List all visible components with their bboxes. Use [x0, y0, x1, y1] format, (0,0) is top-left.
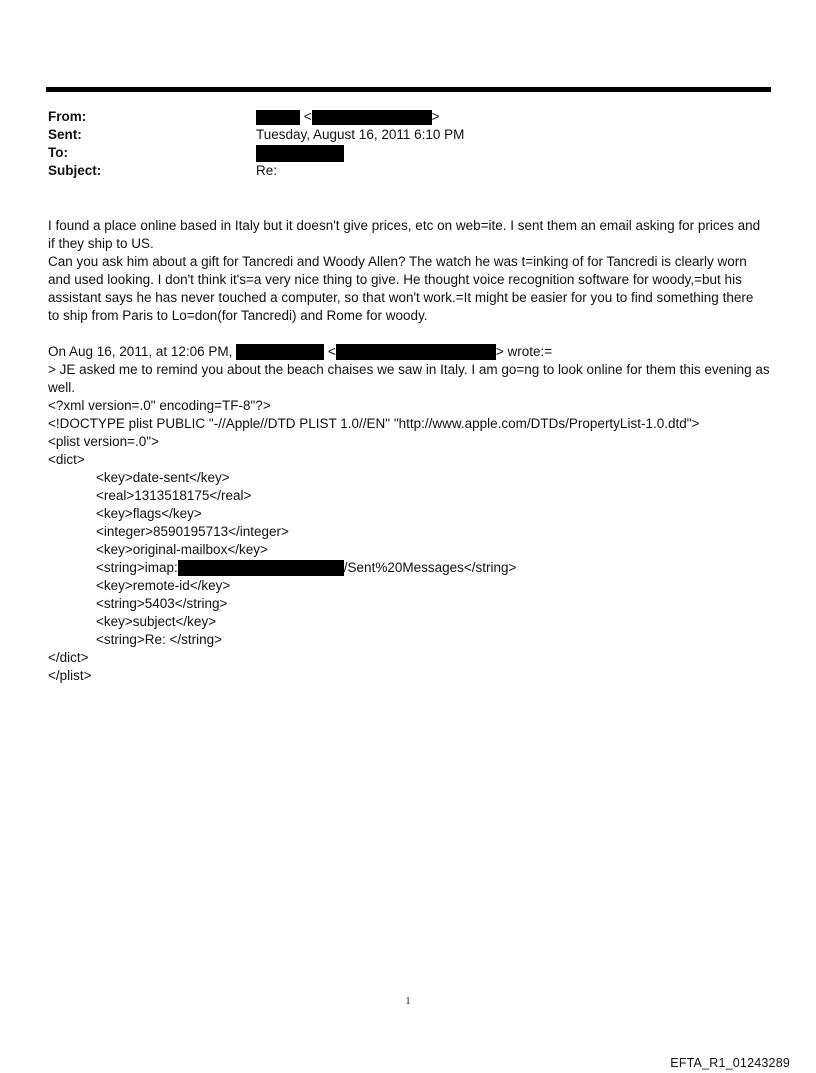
- body-line: assistant says he has never touched a computer, so that won't work.=It might be easier for you to find something there: [48, 290, 754, 305]
- redaction-box: [178, 560, 344, 576]
- dict-line: <key>date-sent</key>: [96, 470, 230, 485]
- dict-line: <key>remote-id</key>: [96, 578, 231, 593]
- quote-line: <!DOCTYPE plist PUBLIC "-//Apple//DTD PLIST 1.0//EN" "http://www.apple.com/DTDs/PropertyList-1.0.dtd">: [48, 416, 700, 431]
- dict-line-imap: <string>imap: /Sent%20Messages</string>: [96, 560, 517, 575]
- redaction-box: [236, 344, 324, 360]
- sent-value: Tuesday, August 16, 2011 6:10 PM: [256, 127, 465, 142]
- redaction-box: [336, 344, 496, 360]
- body-line: if they ship to US.: [48, 236, 154, 251]
- bates-number: EFTA_R1_01243289: [670, 1056, 790, 1070]
- from-label: From:: [48, 109, 87, 124]
- to-value: [256, 144, 344, 162]
- dict-line: <real>1313518175</real>: [96, 488, 252, 503]
- quote-attribution: On Aug 16, 2011, at 12:06 PM, < > wrote:=: [48, 344, 553, 359]
- dict-line: <integer>8590195713</integer>: [96, 524, 289, 539]
- quote-line: <plist version=.0">: [48, 434, 159, 449]
- header-rule: [46, 87, 771, 92]
- dict-line: <string>5403</string>: [96, 596, 228, 611]
- dict-line: <key>flags</key>: [96, 506, 202, 521]
- quote-line: <?xml version=.0" encoding=TF-8"?>: [48, 398, 271, 413]
- subject-label: Subject:: [48, 163, 102, 178]
- closing-line: </plist>: [48, 668, 92, 683]
- body-line: I found a place online based in Italy but it doesn't give prices, etc on web=ite. I sent them an email asking for prices and: [48, 218, 761, 233]
- page-number: 1: [405, 996, 411, 1007]
- body-line: and used looking. I don't think it's=a very nice thing to give. He thought voice recognition software for woody,=but his: [48, 272, 742, 287]
- dict-line: <key>subject</key>: [96, 614, 217, 629]
- dict-line: <key>original-mailbox</key>: [96, 542, 268, 557]
- dict-line: <string>Re: </string>: [96, 632, 223, 647]
- closing-line: </dict>: [48, 650, 89, 665]
- body-line: to ship from Paris to Lo=don(for Tancredi) and Rome for woody.: [48, 308, 428, 323]
- body-line: Can you ask him about a gift for Tancredi and Woody Allen? The watch he was t=inking of for Tancredi is clearly worn: [48, 254, 747, 269]
- quoted-message: [48, 343, 770, 685]
- redaction-box: [312, 110, 432, 125]
- from-value: < >: [256, 108, 440, 126]
- sent-label: Sent:: [48, 127, 82, 142]
- subject-value: Re:: [256, 163, 278, 178]
- redaction-box: [256, 145, 344, 162]
- redaction-box: [256, 110, 300, 125]
- quote-line: > JE asked me to remind you about the beach chaises we saw in Italy. I am go=ng to look online for them this evening as: [48, 362, 770, 377]
- quote-line: <dict>: [48, 452, 85, 467]
- to-label: To:: [48, 145, 68, 160]
- quote-line: well.: [48, 380, 76, 395]
- message-body: [48, 217, 770, 325]
